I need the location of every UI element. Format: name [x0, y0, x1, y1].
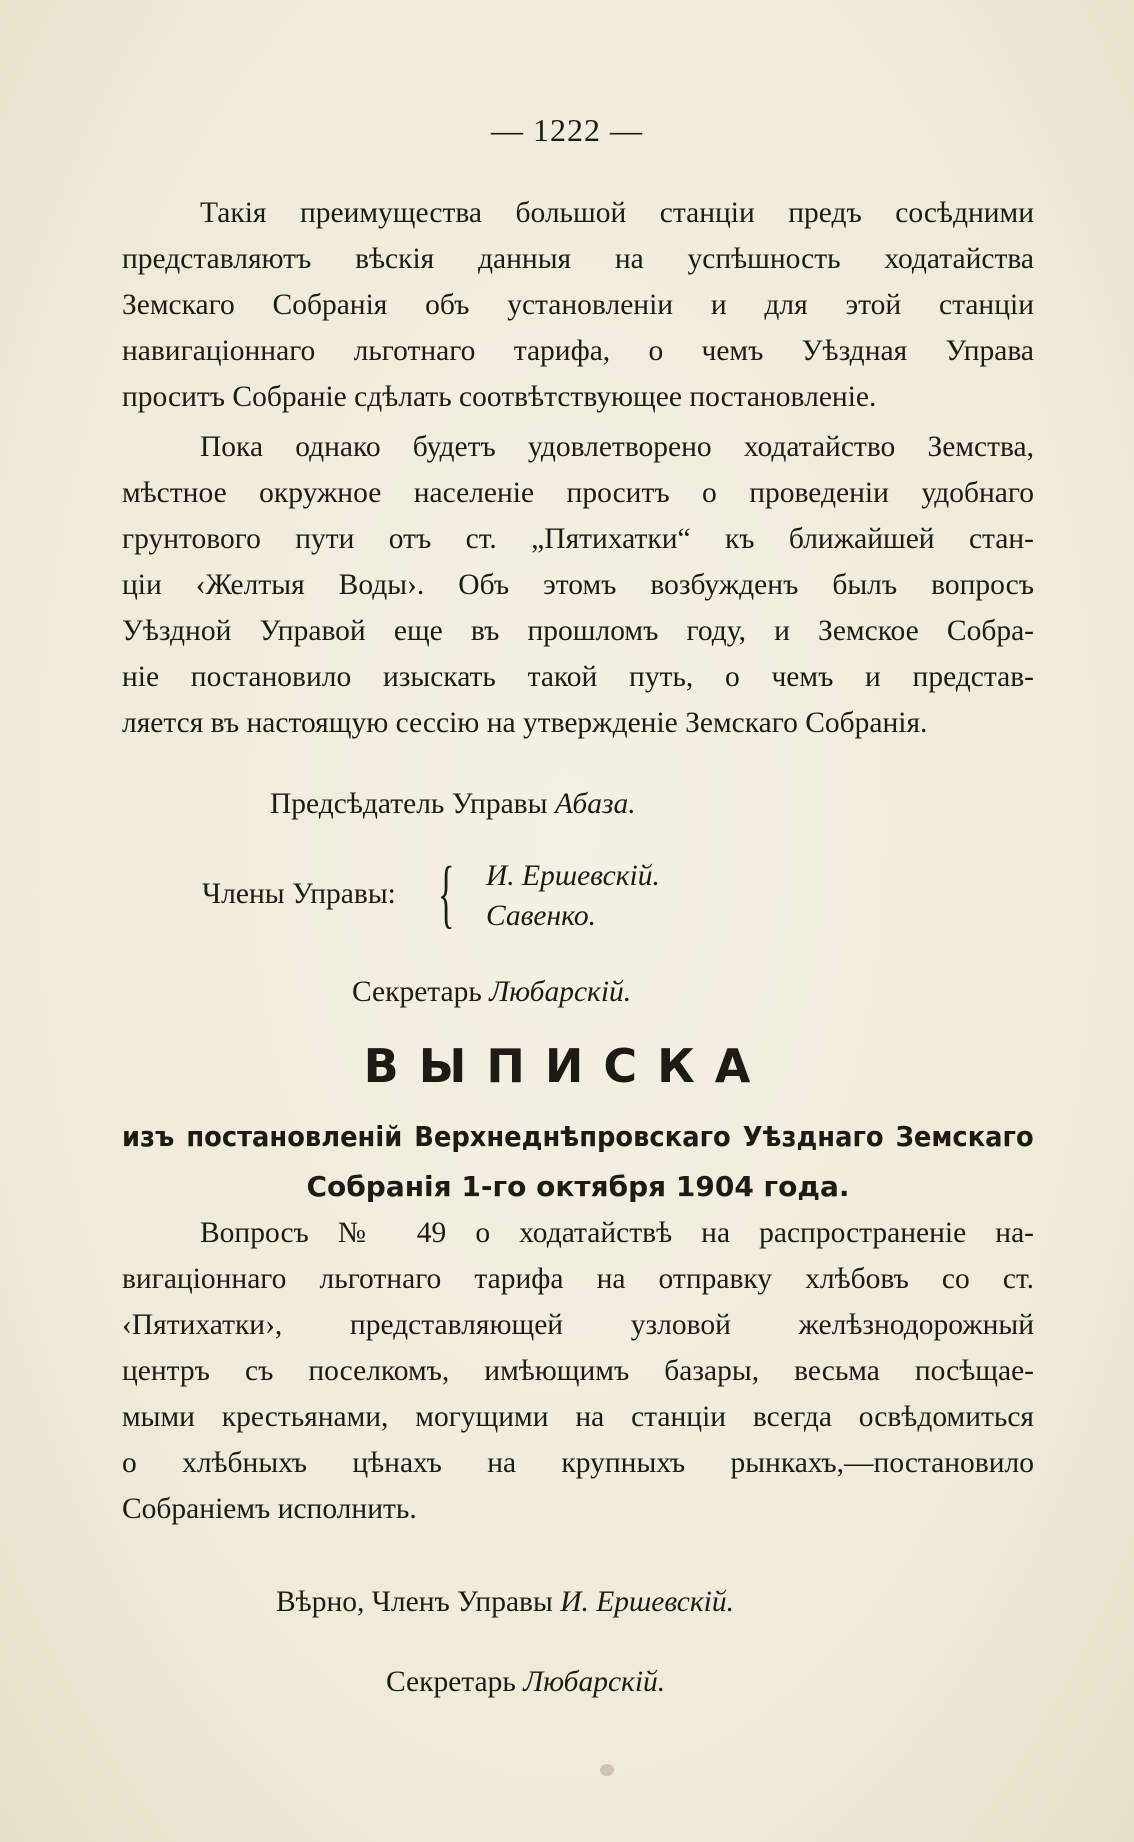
- true-copy-signature: [276, 1582, 734, 1622]
- paragraph-line: Такія преимущества большой станціи предъ сосѣдними: [200, 197, 1034, 229]
- final-secretary-name: Любарскій.: [523, 1666, 666, 1698]
- paragraph-line: Пока однако будетъ удовлетворено ходатайство Земства,: [200, 431, 1034, 463]
- final-secretary-signature: [386, 1662, 665, 1702]
- paragraph-line: представляютъ вѣскія данныя на успѣшность ходатайства: [122, 243, 1034, 275]
- secretary-name: Любарскій.: [489, 976, 632, 1008]
- extract-subtitle-line-2: Собранія 1-го октября 1904 года.: [306, 1170, 850, 1203]
- brace-symbol: {: [438, 852, 455, 936]
- paragraph-line: ціи ‹Желтыя Воды›. Объ этомъ возбужденъ былъ вопросъ: [122, 569, 1034, 601]
- member-2: [486, 896, 596, 936]
- extract-title: ВЫПИСКА: [363, 1039, 771, 1093]
- extract-subtitle-line-1: изъ постановленій Верхнеднѣпровскаго Уѣзднаго Земскаго: [122, 1120, 1034, 1153]
- paragraph-line: Земскаго Собранія объ установленіи и для этой станціи: [122, 289, 1034, 321]
- paragraph-line: грунтового пути отъ ст. „Пятихатки“ къ ближайшей стан-: [122, 523, 1034, 555]
- member-1: [486, 856, 660, 896]
- page-number: — 1222 —: [491, 112, 643, 148]
- paragraph-line: мѣстное окружное населеніе проситъ о проведеніи удобнаго: [122, 477, 1034, 509]
- paragraph-line: навигаціоннаго льготнаго тарифа, о чемъ Уѣздная Управа: [122, 335, 1034, 367]
- chairman-signature: [270, 784, 636, 824]
- paragraph-line: ‹Пятихатки›, представляющей узловой желѣзнодорожный: [122, 1309, 1034, 1341]
- member-1-name: И. Ершевскій.: [486, 860, 660, 892]
- paragraph-3: [122, 1210, 1034, 1532]
- paragraph-line: вигаціоннаго льготнаго тарифа на отправку хлѣбовъ со ст.: [122, 1263, 1034, 1295]
- secretary-label: Секретарь: [352, 976, 482, 1008]
- chairman-name: Абаза.: [554, 788, 636, 820]
- paragraph-line: ніе постановило изыскать такой путь, о чемъ и представ-: [122, 661, 1034, 693]
- paragraph-line: мыми крестьянами, могущими на станціи всегда освѣдомиться: [122, 1401, 1034, 1433]
- paragraph-line: Собраніемъ исполнить.: [122, 1493, 417, 1525]
- paragraph-line: Вопросъ № 49 о ходатайствѣ на распространеніе на-: [200, 1217, 1034, 1249]
- paragraph-line: центръ съ поселкомъ, имѣющимъ базары, весьма посѣщае-: [122, 1355, 1034, 1387]
- paragraph-line: Уѣздной Управой еще въ прошломъ году, и Земское Собра-: [122, 615, 1034, 647]
- members-label: Члены Управы:: [202, 878, 396, 910]
- final-secretary-label: Секретарь: [386, 1666, 516, 1698]
- paragraph-line: ляется въ настоящую сессію на утвержденіе Земскаго Собранія.: [122, 707, 928, 739]
- member-2-name: Савенко.: [486, 900, 596, 932]
- paragraph-line: проситъ Собраніе сдѣлать соотвѣтствующее постановленіе.: [122, 381, 877, 413]
- true-copy-name: И. Ершевскій.: [560, 1586, 735, 1618]
- true-copy-label: Вѣрно, Членъ Управы: [276, 1586, 553, 1618]
- paragraph-2: [122, 424, 1034, 746]
- paper-stain: [600, 1764, 614, 1776]
- secretary-signature: [352, 972, 631, 1012]
- paragraph-line: о хлѣбныхъ цѣнахъ на крупныхъ рынкахъ,—постановило: [122, 1447, 1034, 1479]
- paragraph-1: [122, 190, 1034, 420]
- chairman-label: Предсѣдатель Управы: [270, 788, 548, 820]
